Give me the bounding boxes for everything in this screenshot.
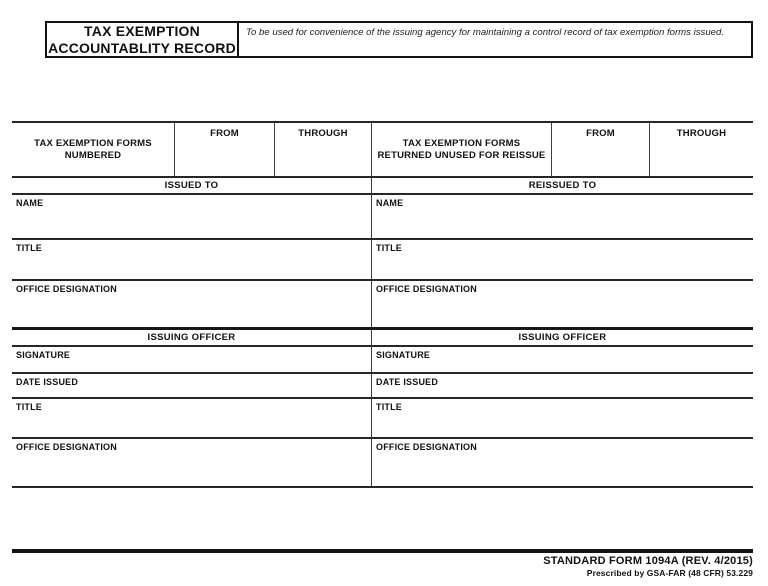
issued-signature-field[interactable] bbox=[12, 347, 372, 372]
form-title bbox=[47, 23, 239, 56]
forms-returned-label-line1: TAX EXEMPTION FORMS bbox=[402, 137, 521, 149]
issuing-officer-header-right: ISSUING OFFICER bbox=[518, 332, 607, 343]
numbering-header-row bbox=[12, 123, 753, 178]
forms-returned-header-cell bbox=[372, 123, 552, 176]
issued-officer-office-field[interactable] bbox=[12, 439, 372, 486]
footer-rule bbox=[12, 549, 753, 553]
office-designation-row bbox=[12, 281, 753, 330]
issued-signature-label: SIGNATURE bbox=[16, 350, 71, 360]
issued-date-field[interactable] bbox=[12, 374, 372, 397]
officer-office-designation-row bbox=[12, 439, 753, 488]
reissued-date-label: DATE ISSUED bbox=[376, 377, 439, 387]
accountability-table bbox=[12, 121, 753, 488]
reissued-office-designation-label: OFFICE DESIGNATION bbox=[376, 284, 477, 294]
issued-name-field[interactable] bbox=[12, 195, 372, 238]
reissued-officer-office-label: OFFICE DESIGNATION bbox=[376, 442, 477, 452]
form-number: STANDARD FORM 1094A (REV. 4/2015) bbox=[543, 555, 753, 567]
title-row bbox=[12, 240, 753, 281]
officer-title-row bbox=[12, 399, 753, 439]
reissued-signature-field[interactable] bbox=[372, 347, 753, 372]
reissued-name-field[interactable] bbox=[372, 195, 753, 238]
section-header-row bbox=[12, 178, 753, 195]
issued-through-label: THROUGH bbox=[298, 128, 348, 139]
form-purpose-note: To be used for convenience of the issuing agency for maintaining a control record of tax exemption forms issued. bbox=[246, 27, 725, 38]
prescribed-by: Prescribed by GSA-FAR (48 CFR) 53.229 bbox=[586, 568, 753, 578]
issued-name-label: NAME bbox=[16, 198, 44, 208]
issued-through-field[interactable] bbox=[275, 123, 372, 176]
forms-numbered-header-cell bbox=[12, 123, 175, 176]
issued-title-field[interactable] bbox=[12, 240, 372, 279]
forms-numbered-label-line2: NUMBERED bbox=[64, 149, 122, 161]
reissued-from-label: FROM bbox=[586, 128, 615, 139]
signature-row bbox=[12, 347, 753, 374]
issuing-officer-header-row bbox=[12, 330, 753, 347]
reissued-through-field[interactable] bbox=[650, 123, 753, 176]
reissued-date-field[interactable] bbox=[372, 374, 753, 397]
issued-to-header: ISSUED TO bbox=[12, 178, 372, 193]
issued-office-designation-field[interactable] bbox=[12, 281, 372, 327]
issued-officer-title-field[interactable] bbox=[12, 399, 372, 437]
reissued-name-label: NAME bbox=[376, 198, 404, 208]
reissued-officer-title-label: TITLE bbox=[376, 402, 402, 412]
name-row bbox=[12, 195, 753, 240]
issued-date-label: DATE ISSUED bbox=[16, 377, 79, 387]
issued-office-designation-label: OFFICE DESIGNATION bbox=[16, 284, 117, 294]
forms-numbered-label-line1: TAX EXEMPTION FORMS bbox=[34, 137, 152, 149]
issued-title-label: TITLE bbox=[16, 243, 42, 253]
reissued-signature-label: SIGNATURE bbox=[376, 350, 431, 360]
forms-returned-label-line2: RETURNED UNUSED FOR REISSUE bbox=[377, 149, 546, 161]
footer bbox=[543, 555, 753, 579]
issued-officer-title-label: TITLE bbox=[16, 402, 42, 412]
form-title-line1: TAX EXEMPTION bbox=[84, 22, 200, 39]
reissued-title-field[interactable] bbox=[372, 240, 753, 279]
issued-from-label: FROM bbox=[210, 128, 239, 139]
issued-from-field[interactable] bbox=[175, 123, 275, 176]
reissued-officer-office-field[interactable] bbox=[372, 439, 753, 486]
reissued-through-label: THROUGH bbox=[676, 128, 727, 139]
issuing-officer-header-left: ISSUING OFFICER bbox=[12, 330, 372, 345]
reissued-office-designation-field[interactable] bbox=[372, 281, 753, 327]
reissued-officer-title-field[interactable] bbox=[372, 399, 753, 437]
form-header bbox=[45, 21, 753, 58]
reissued-from-field[interactable] bbox=[552, 123, 650, 176]
reissued-title-label: TITLE bbox=[376, 243, 402, 253]
reissued-to-header: REISSUED TO bbox=[528, 180, 597, 191]
issued-officer-office-label: OFFICE DESIGNATION bbox=[16, 442, 117, 452]
form-title-line2: ACCOUNTABLITY RECORD bbox=[48, 39, 236, 56]
date-issued-row bbox=[12, 374, 753, 399]
